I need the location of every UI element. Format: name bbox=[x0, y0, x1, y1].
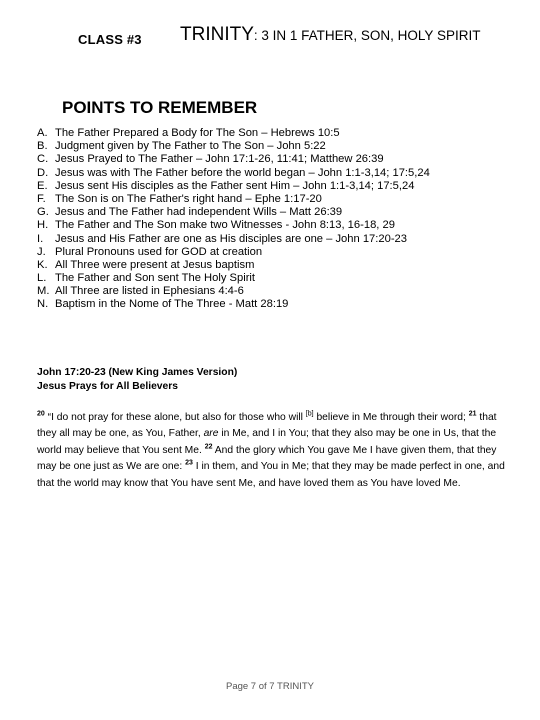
passage-subtitle: Jesus Prays for All Believers bbox=[37, 381, 178, 392]
point-text: The Father Prepared a Body for The Son – Hebrews 10:5 bbox=[55, 127, 340, 139]
point-text: Jesus was with The Father before the world began – John 1:1-3,14; 17:5,24 bbox=[55, 166, 430, 179]
verse-text: believe in Me through their word; bbox=[313, 412, 469, 423]
verse-number: 20 bbox=[37, 410, 45, 418]
list-item bbox=[37, 285, 430, 298]
list-item bbox=[37, 246, 430, 259]
point-text: All Three are listed in Ephesians 4:4-6 bbox=[55, 285, 244, 298]
footnote-link[interactable]: [b] bbox=[305, 410, 314, 418]
list-item bbox=[37, 193, 430, 206]
verse-number: 22 bbox=[204, 443, 213, 451]
title-main: TRINITY bbox=[180, 24, 254, 45]
point-letter: B. bbox=[37, 140, 48, 153]
point-text: Judgment given by The Father to The Son – John 5:22 bbox=[55, 140, 326, 153]
scripture-passage bbox=[37, 410, 507, 492]
point-letter: I. bbox=[37, 232, 44, 245]
verse-italic-word: are bbox=[203, 428, 219, 440]
points-list bbox=[37, 127, 430, 312]
point-text: Jesus and The Father had independent Wills – Matt 26:39 bbox=[55, 206, 343, 219]
passage-reference: John 17:20-23 (New King James Version) bbox=[37, 367, 238, 378]
list-item bbox=[37, 206, 430, 219]
point-text: The Father and Son sent The Holy Spirit bbox=[55, 272, 256, 285]
list-item bbox=[37, 259, 430, 272]
list-item bbox=[37, 298, 430, 311]
point-letter: G. bbox=[37, 206, 49, 219]
point-letter: J. bbox=[37, 245, 46, 258]
point-letter: F. bbox=[37, 192, 46, 205]
list-item bbox=[37, 153, 430, 166]
verse-text: I in them, and You in Me; that they may be made perfect in one, and that the world may know that You have sent Me, and have loved them as You have loved Me. bbox=[37, 461, 505, 489]
point-text: Jesus sent His disciples as the Father sent Him – John 1:1-3,14; 17:5,24 bbox=[55, 179, 415, 192]
point-letter: D. bbox=[37, 166, 49, 179]
point-letter: H. bbox=[37, 219, 49, 232]
point-text: Jesus and His Father are one as His disciples are one – John 17:20-23 bbox=[55, 232, 407, 245]
list-item bbox=[37, 180, 430, 193]
point-text: Baptism in the Nome of The Three - Matt 28:19 bbox=[55, 298, 289, 311]
list-item bbox=[37, 167, 430, 180]
point-letter: M. bbox=[37, 285, 50, 298]
verse-text: in Me, and I in You; that they also may be one in Us, that the world may believe that You sent Me. bbox=[37, 428, 497, 456]
point-letter: L. bbox=[37, 272, 47, 285]
list-item bbox=[37, 272, 430, 285]
point-letter: C. bbox=[37, 153, 49, 166]
points-heading: POINTS TO REMEMBER bbox=[62, 98, 258, 117]
point-text: The Father and The Son make two Witnesses - John 8:13, 16-18, 29 bbox=[55, 219, 395, 232]
title-rest: : 3 IN 1 FATHER, SON, HOLY SPIRIT bbox=[253, 28, 481, 43]
point-letter: E. bbox=[37, 179, 48, 192]
point-letter: A. bbox=[37, 127, 48, 139]
verse-number: 21 bbox=[468, 410, 477, 418]
point-text: All Three were present at Jesus baptism bbox=[55, 258, 255, 271]
page-header bbox=[78, 24, 528, 54]
verse-text: “I do not pray for these alone, but also for those who will bbox=[44, 412, 306, 423]
verse-number: 23 bbox=[185, 459, 193, 467]
point-text: Plural Pronouns used for GOD at creation bbox=[55, 245, 263, 258]
list-item bbox=[37, 219, 430, 232]
verse-text: And the glory which You gave Me I have given them, that they may be one just as We are one: bbox=[37, 444, 497, 473]
class-label: CLASS #3 bbox=[78, 32, 142, 47]
point-letter: K. bbox=[37, 258, 48, 271]
page-footer: Page 7 of 7 TRINITY bbox=[225, 681, 314, 692]
list-item bbox=[37, 140, 430, 153]
point-text: The Son is on The Father's right hand – Ephe 1:17-20 bbox=[55, 192, 322, 205]
verse-text: that they all may be one, as You, Father, bbox=[37, 412, 497, 440]
page-title bbox=[180, 24, 480, 46]
point-letter: N. bbox=[37, 298, 49, 311]
list-item bbox=[37, 127, 430, 140]
list-item bbox=[37, 233, 430, 246]
point-text: Jesus Prayed to The Father – John 17:1-26, 11:41; Matthew 26:39 bbox=[55, 153, 384, 166]
